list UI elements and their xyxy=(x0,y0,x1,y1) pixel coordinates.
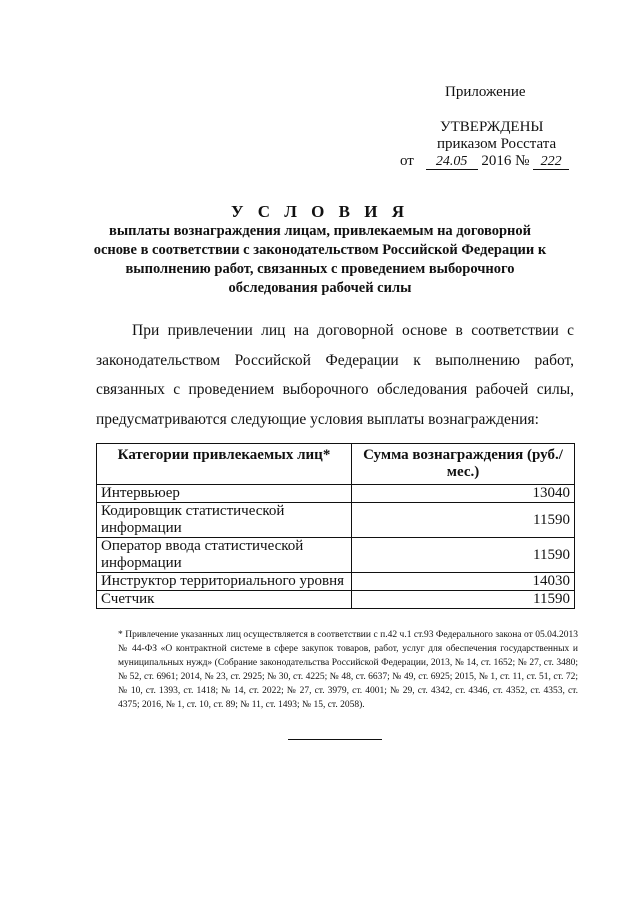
subtitle-line: основе в соответствии с законодательством Российской Федерации к xyxy=(93,242,547,258)
table-row xyxy=(97,503,575,538)
intro-paragraph: При привлечении лиц на договорной основе в соответствии с законодательством Российской Федерации к выполнению работ, связанных с проведением выборочного обследования рабочей силы, предусматриваются следующие условия выплаты вознаграждения: xyxy=(96,322,574,428)
handwritten-order-number: 222 xyxy=(533,155,569,170)
subtitle-line: выплаты вознаграждения лицам, привлекаемым на договорной xyxy=(108,223,531,239)
category-cell: Кодировщик статистической информации xyxy=(97,503,352,538)
appendix-label: Приложение xyxy=(445,84,526,100)
footnote: * Привлечение указанных лиц осуществляется в соответствии с п.42 ч.1 ст.93 Федерального закона от 05.04.2013 № 44-ФЗ «О контрактной системе в сфере закупок товаров, работ, услуг для обеспечения государственных и муниципальных нужд» (Собрание законодательства Российской Федерации, 2013, № 14, ст. 1652; № 27, ст. 3480; № 52, ст. 6961; 2014, № 23, ст. 2925; № 30, ст. 4225; № 48, ст. 6637; № 49, ст. 6925; 2015, № 1, ст. 11, ст. 51, ст. 72; № 10, ст. 1393, ст. 1418; № 14, ст. 2022; № 27, ст. 3979, ст. 4001; № 29, ст. 4342, ст. 4346, ст. 4352, ст. 4353, ст. 4375; 2016, № 1, ст. 10, ст. 89; № 11, ст. 1493; № 15, ст. 2058). xyxy=(118,630,578,710)
closing-divider xyxy=(288,739,382,740)
handwritten-date: 24.05 xyxy=(426,155,478,170)
subtitle-line: выполнению работ, связанных с проведением выборочного xyxy=(125,261,515,277)
table-row xyxy=(97,573,575,591)
approved-label: УТВЕРЖДЕНЫ xyxy=(440,119,544,135)
amount-cell: 11590 xyxy=(352,503,575,538)
category-cell: Инструктор территориального уровня xyxy=(97,573,352,591)
date-prefix: от xyxy=(400,153,414,169)
table-row xyxy=(97,538,575,573)
amount-cell: 14030 xyxy=(352,573,575,591)
amount-cell: 11590 xyxy=(352,538,575,573)
category-cell: Интервьюер xyxy=(97,485,352,503)
amount-cell: 11590 xyxy=(352,591,575,609)
table-row xyxy=(97,591,575,609)
category-cell: Оператор ввода статистической информации xyxy=(97,538,352,573)
order-date-line xyxy=(400,152,569,170)
category-cell: Счетчик xyxy=(97,591,352,609)
table-header-row xyxy=(97,444,575,485)
amount-cell: 13040 xyxy=(352,485,575,503)
header-amount: Сумма вознаграждения (руб./мес.) xyxy=(352,444,575,485)
payment-table xyxy=(96,443,575,609)
order-year: 2016 № xyxy=(481,153,530,169)
document-subtitle xyxy=(60,222,580,298)
table-row xyxy=(97,485,575,503)
order-label: приказом Росстата xyxy=(437,136,557,152)
document-title: У С Л О В И Я xyxy=(231,202,409,221)
subtitle-line: обследования рабочей силы xyxy=(228,280,412,296)
intro-paragraph-block xyxy=(96,316,574,434)
header-category: Категории привлекаемых лиц* xyxy=(97,444,352,485)
